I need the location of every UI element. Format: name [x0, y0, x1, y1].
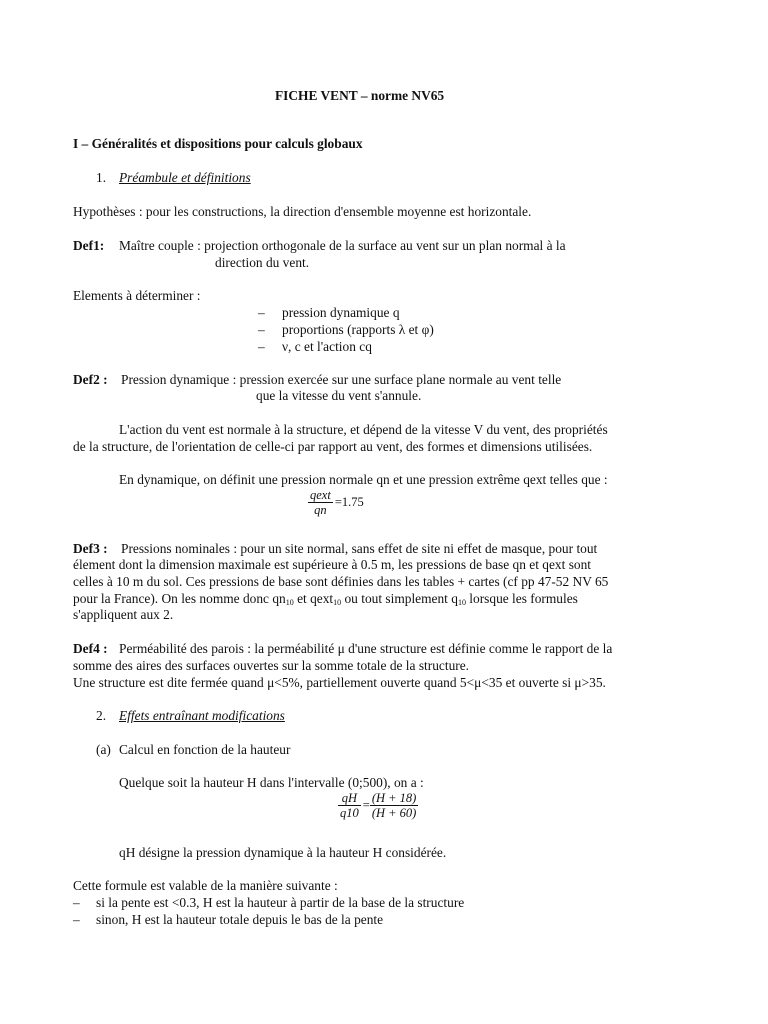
subsection-number: 2.: [96, 708, 107, 723]
def1-line: direction du vent.: [215, 255, 310, 270]
hypotheses-text: Hypothèses : pour les constructions, la direction d'ensemble moyenne est horizontale.: [73, 204, 532, 219]
def4-label: Def4 :: [73, 641, 108, 656]
formula-numerator: qext: [310, 488, 331, 502]
def2-line: Pression dynamique : pression exercée sur une surface plane normale au vent telle: [121, 372, 562, 387]
list-dash: –: [73, 912, 80, 927]
section-heading: I – Généralités et dispositions pour calculs globaux: [73, 136, 363, 151]
subsection-heading: Préambule et définitions: [119, 170, 251, 185]
list-item: proportions (rapports λ et φ): [282, 322, 434, 337]
paragraph-line: En dynamique, on définit une pression normale qn et une pression extrême qext telles que :: [119, 472, 608, 487]
subsection-number: 1.: [96, 170, 107, 185]
list-item: pression dynamique q: [282, 305, 400, 320]
formula-ratio: [308, 488, 364, 517]
def4-line: Une structure est dite fermée quand μ<5%, partiellement ouverte quand 5<μ<35 et ouverte si μ>35.: [73, 675, 606, 690]
formula-numerator: qH: [341, 791, 358, 805]
def2-label: Def2 :: [73, 372, 108, 387]
def3-line: pour la France). On les nomme donc $qn_{10}$ et qext$_{10}$ ou tout simplement $q_{10}$ lorsque les formules: [73, 591, 578, 607]
def3-line: élement dont la dimension maximale est supérieure à 0.5 m, les pressions de base qn et qext sont: [73, 557, 592, 572]
def2-line: que la vitesse du vent s'annule.: [256, 388, 422, 403]
subsection-heading: Effets entraînant modifications: [119, 708, 285, 723]
def4-line: Perméabilité des parois : la perméabilité μ d'une structure est définie comme le rapport de la: [119, 641, 613, 656]
list-dash: –: [258, 322, 265, 337]
list-item: ν, c et l'action cq: [282, 339, 372, 354]
formula-height: qH q10 = (H + 18) (H + 60): [340, 791, 417, 820]
list-dash: –: [258, 339, 265, 354]
list-item: si la pente est <0.3, H est la hauteur à partir de la base de la structure: [96, 895, 465, 910]
page-title: FICHE VENT – norme NV65: [275, 88, 445, 103]
def3-line: s'appliquent aux 2.: [73, 607, 174, 622]
formula-rhs: =1.75: [334, 495, 364, 509]
formula-denominator: q10: [340, 806, 359, 820]
paragraph-line: qH désigne la pression dynamique à la hauteur H considérée.: [119, 845, 447, 860]
validity-intro: Cette formule est valable de la manière suivante :: [73, 878, 338, 893]
item-marker: (a): [96, 742, 111, 757]
paragraph-line: de la structure, de l'orientation de celle-ci par rapport au vent, des formes et dimensions utilisées.: [73, 439, 593, 454]
formula-denominator: (H + 60): [371, 806, 417, 820]
elements-intro: Elements à déterminer :: [73, 288, 201, 303]
item-heading: Calcul en fonction de la hauteur: [119, 742, 291, 757]
formula-numerator: (H + 18): [371, 791, 417, 805]
def4-line: somme des aires des surfaces ouvertes sur la somme totale de la structure.: [73, 658, 470, 673]
def1-label: Def1:: [73, 238, 105, 253]
def3-line: celles à 10 m du sol. Ces pressions de base sont définies dans les tables + cartes (cf pp 47-52 NV 65: [73, 574, 609, 589]
list-dash: –: [73, 895, 80, 910]
def3-line: Pressions nominales : pour un site normal, sans effet de site ni effet de masque, pour tout: [121, 541, 598, 556]
paragraph-line: Quelque soit la hauteur H dans l'intervalle (0;500), on a :: [119, 775, 424, 790]
def1-line: Maître couple : projection orthogonale de la surface au vent sur un plan normal à la: [119, 238, 566, 253]
def3-label: Def3 :: [73, 541, 108, 556]
formula-denominator: qn: [314, 503, 327, 517]
list-dash: –: [258, 305, 265, 320]
list-item: sinon, H est la hauteur totale depuis le bas de la pente: [96, 912, 384, 927]
paragraph-line: L'action du vent est normale à la structure, et dépend de la vitesse V du vent, des propriétés: [119, 422, 608, 437]
